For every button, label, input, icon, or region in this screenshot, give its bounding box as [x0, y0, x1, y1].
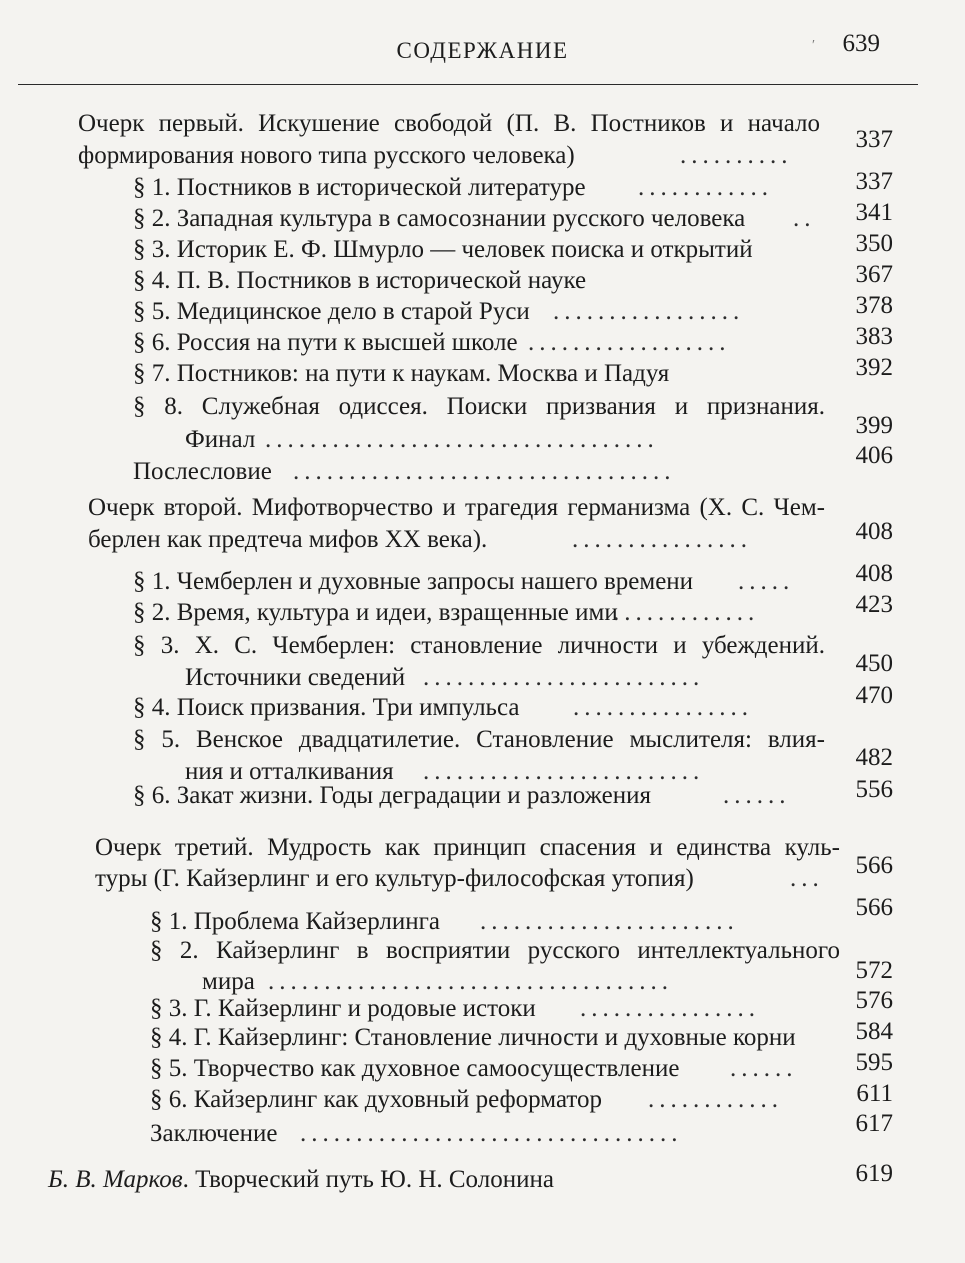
toc-essay-1-section-6-page: 383 — [855, 323, 893, 350]
leader-dots: ....................... — [480, 908, 739, 935]
leader-dots: ...... — [723, 782, 791, 809]
toc-essay-3-section-2[interactable]: § 2. Кайзерлинг в восприятии русского интеллектуального — [150, 937, 840, 964]
toc-essay-1-section-2-page: 341 — [855, 199, 893, 226]
leader-dots: ............. — [613, 599, 760, 626]
toc-essay-3-section-3-page: 576 — [855, 987, 893, 1014]
leader-dots: ............ — [638, 174, 773, 201]
toc-essay-1-section-4[interactable]: § 4. П. В. Постников в исторической науке — [133, 267, 587, 294]
toc-essay-3-section-5-page: 595 — [855, 1049, 893, 1076]
toc-essay-1-afterword-page: 406 — [855, 442, 893, 469]
toc-essay-3-title-line-2[interactable]: туры (Г. Кайзерлинг и его культур-философская утопия) ... — [95, 863, 840, 895]
toc-essay-3-title-line-1[interactable]: Очерк третий. Мудрость как принцип спасения и единства куль- — [95, 834, 840, 861]
running-header-title: СОДЕРЖАНИЕ — [396, 38, 569, 63]
toc-essay-1-section-4-page: 367 — [855, 261, 893, 288]
toc-essay-3-section-1[interactable]: § 1. Проблема Кайзерлинга ....................... — [150, 906, 840, 938]
toc-essay-1-section-1-page: 337 — [855, 168, 893, 195]
header-rule — [18, 84, 918, 85]
afterword-title: . Творческий путь Ю. Н. Солонина — [182, 1166, 554, 1193]
toc-essay-3-section-2-page: 572 — [855, 957, 893, 984]
toc-essay-1-section-8[interactable]: § 8. Служебная одиссея. Поиски призвания и признания. — [133, 393, 825, 420]
leader-dots: .................................. — [293, 458, 676, 485]
leader-dots: .................................... — [268, 968, 673, 995]
toc-essay-1-section-8-cont[interactable]: Финал ................................... — [185, 424, 825, 456]
toc-essay-2-section-5-cont[interactable]: ния и отталкивания ......................... — [185, 756, 825, 788]
toc-essay-1-section-7[interactable]: § 7. Постников: на пути к наукам. Москва и Падуя — [133, 360, 670, 387]
toc-essay-3-section-6-page: 611 — [856, 1080, 893, 1107]
leader-dots: ................ — [580, 995, 760, 1022]
toc-essay-3-section-1-page: 566 — [855, 894, 893, 921]
running-header — [0, 0, 965, 90]
toc-essay-1-title-line-1[interactable]: Очерк первый. Искушение свободой (П. В. Постников и начало — [78, 110, 820, 137]
toc-essay-3-conclusion-page: 617 — [855, 1110, 893, 1137]
leader-dots: ...... — [730, 1055, 798, 1082]
toc-essay-1-section-1[interactable]: § 1. Постников в исторической литературе ............ — [133, 172, 825, 204]
toc-essay-2-section-1-page: 408 — [855, 560, 893, 587]
toc-essay-2-title-line-2[interactable]: берлен как предтеча мифов ХХ века). ................ — [88, 524, 825, 556]
leader-dots: ......................... — [423, 758, 705, 785]
leader-dots: .................. — [528, 329, 731, 356]
toc-essay-2-section-3[interactable]: § 3. Х. С. Чемберлен: становление личности и убеждений. — [133, 632, 825, 659]
afterword-author: Б. В. Марков — [48, 1166, 183, 1193]
toc-essay-1-section-8-page: 399 — [855, 412, 893, 439]
toc-essay-3-section-6[interactable]: § 6. Кайзерлинг как духовный реформатор ............ — [150, 1084, 840, 1116]
toc-essay-1-section-6[interactable]: § 6. Россия на пути к высшей школе .................. — [133, 327, 825, 359]
leader-dots: ......................... — [423, 664, 705, 691]
toc-essay-3-conclusion[interactable]: Заключение .................................. — [150, 1118, 840, 1150]
toc-essay-2-section-3-cont[interactable]: Источники сведений ......................... — [185, 662, 825, 694]
toc-essay-1-afterword[interactable]: Послесловие .................................. — [133, 456, 825, 488]
toc-essay-2-section-6-page: 556 — [855, 776, 893, 803]
toc-essay-1-section-2[interactable]: § 2. Западная культура в самосознании русского человека .. — [133, 203, 825, 235]
toc-essay-2-section-5[interactable]: § 5. Венское двадцатилетие. Становление мыслителя: влия- — [133, 726, 825, 753]
leader-dots: .................................. — [300, 1120, 683, 1147]
toc-essay-1-section-3[interactable]: § 3. Историк Е. Ф. Шмурло — человек поиска и открытий — [133, 236, 753, 263]
leader-dots: ... — [790, 865, 824, 892]
toc-essay-2-title-line-1[interactable]: Очерк второй. Мифотворчество и трагедия германизма (Х. С. Чем- — [88, 494, 825, 521]
toc-essay-2-page: 408 — [855, 518, 893, 545]
toc-essay-2-section-4-page: 470 — [855, 682, 893, 709]
toc-essay-1-page: 337 — [855, 126, 893, 153]
leader-dots: ................ — [572, 526, 752, 553]
toc-afterword[interactable] — [48, 1164, 848, 1196]
toc-essay-1-title-line-2[interactable]: формирования нового типа русского человека) .......... — [78, 140, 820, 172]
toc-essay-3-section-2-cont[interactable]: мира .................................... — [202, 966, 840, 998]
page-mark: ′ — [812, 38, 816, 53]
leader-dots: ................. — [553, 298, 745, 325]
toc-essay-2-section-3-page: 450 — [855, 650, 893, 677]
toc-essay-3-page: 566 — [855, 852, 893, 879]
toc-essay-2-section-5-page: 482 — [855, 744, 893, 771]
leader-dots: ............ — [648, 1086, 783, 1113]
toc-essay-1-section-7-page: 392 — [855, 354, 893, 381]
leader-dots: ..... — [738, 568, 795, 595]
toc-essay-1-section-5-page: 378 — [855, 292, 893, 319]
toc-afterword-page: 619 — [855, 1160, 893, 1187]
leader-dots: ................................... — [265, 426, 659, 453]
leader-dots: .. — [793, 205, 816, 232]
toc-essay-2-section-1[interactable]: § 1. Чемберлен и духовные запросы нашего времени ..... — [133, 566, 825, 598]
page-number: 639 — [842, 30, 880, 57]
leader-dots: .......... — [680, 142, 793, 169]
toc-essay-3-section-3[interactable]: § 3. Г. Кайзерлинг и родовые истоки ................ — [150, 993, 840, 1025]
toc-essay-2-section-2[interactable]: § 2. Время, культура и идеи, взращенные ими ............. — [133, 597, 825, 629]
toc-essay-3-section-5[interactable]: § 5. Творчество как духовное самоосуществление ...... — [150, 1053, 840, 1085]
leader-dots: ................ — [573, 694, 753, 721]
toc-essay-1-section-3-page: 350 — [855, 230, 893, 257]
toc-essay-3-section-4-page: 584 — [855, 1018, 893, 1045]
toc-essay-2-section-6[interactable]: § 6. Закат жизни. Годы деградации и разложения ...... — [133, 780, 825, 812]
toc-essay-2-section-2-page: 423 — [855, 591, 893, 618]
toc-essay-3-section-4[interactable]: § 4. Г. Кайзерлинг: Становление личности и духовные корни — [150, 1024, 796, 1051]
toc-essay-1-section-5[interactable]: § 5. Медицинское дело в старой Руси ................. — [133, 296, 825, 328]
toc-essay-2-section-4[interactable]: § 4. Поиск призвания. Три импульса ................ — [133, 692, 825, 724]
